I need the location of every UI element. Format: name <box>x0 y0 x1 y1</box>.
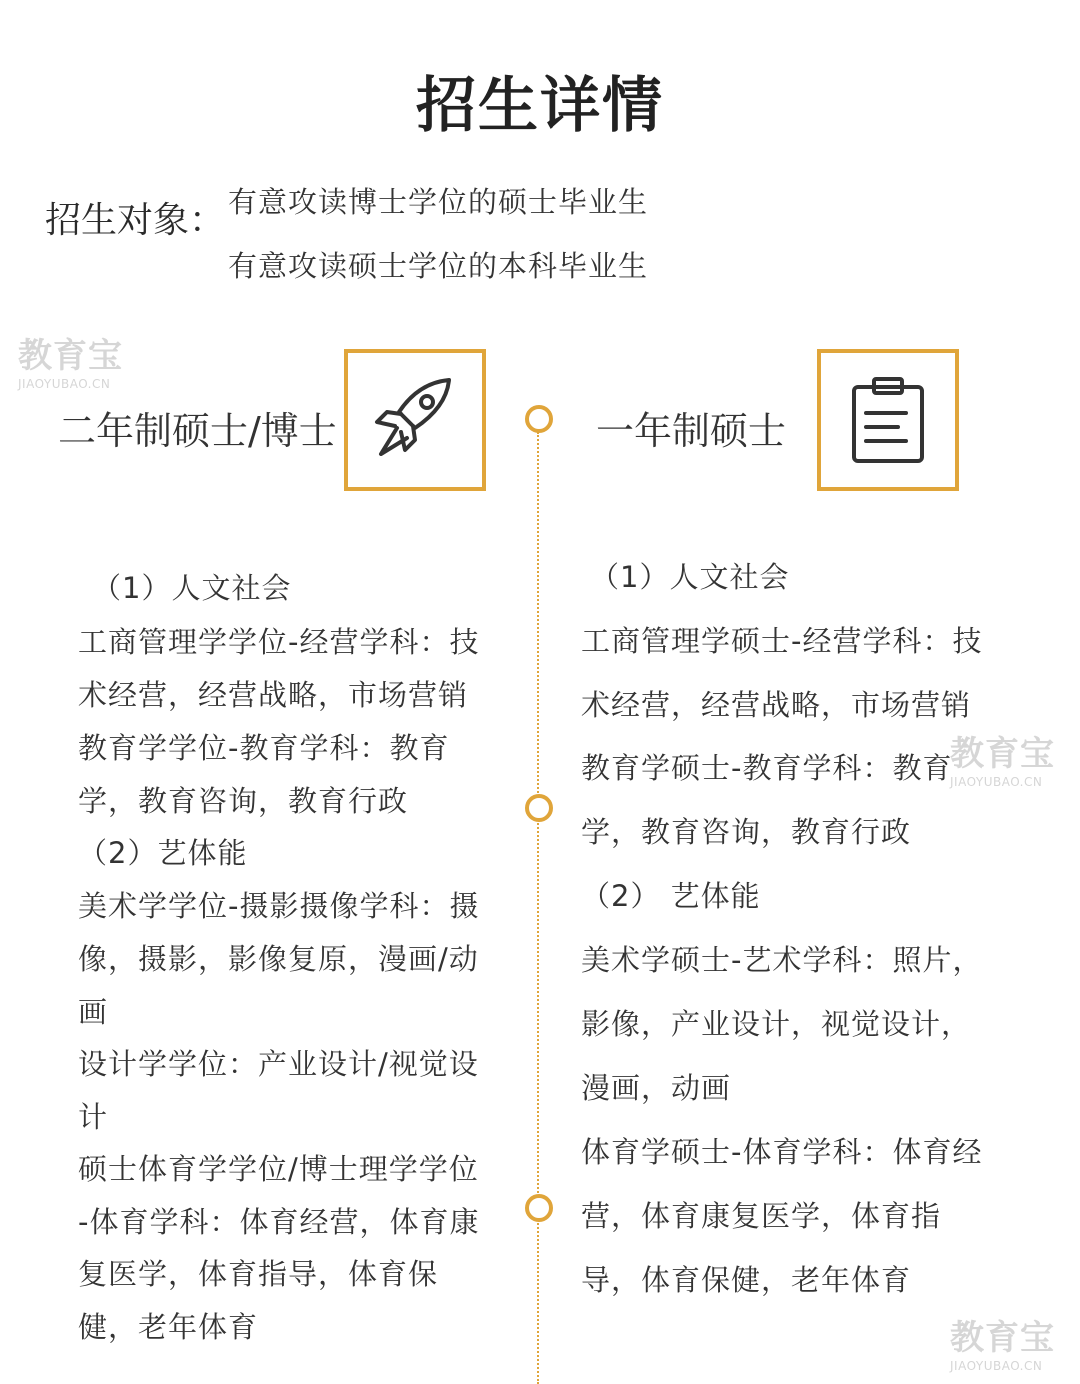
program-line: 教育学学位-教育学科：教育 <box>78 731 450 765</box>
program-line: 漫画，动画 <box>581 1071 732 1105</box>
target-label: 招生对象： <box>45 200 226 241</box>
two-year-program-title: 二年制硕士/博士 <box>58 409 337 453</box>
program-line: 导，体育保健，老年体育 <box>581 1263 912 1297</box>
program-line: 学，教育咨询，教育行政 <box>581 815 912 849</box>
watermark-subtext: JIAOYUBAO.CN <box>18 377 111 391</box>
program-line: 营，体育康复医学，体育指 <box>581 1199 942 1233</box>
program-line: 体育学硕士-体育学科：体育经 <box>581 1135 983 1169</box>
category-heading: （1）人文社会 <box>92 571 292 605</box>
program-line: 美术学学位-摄影摄像学科：摄 <box>78 889 480 923</box>
program-line: 影像，产业设计，视觉设计， <box>581 1007 972 1041</box>
program-line: 术经营，经营战略，市场营销 <box>581 688 972 722</box>
watermark-text: 教育宝 <box>950 1318 1055 1358</box>
page-title: 招生详情 <box>416 71 664 141</box>
watermark-text: 教育宝 <box>950 734 1055 774</box>
one-year-program-title: 一年制硕士 <box>596 409 787 453</box>
program-line: 健，老年体育 <box>78 1310 259 1344</box>
program-line: 硕士体育学学位/博士理学学位 <box>78 1152 479 1186</box>
program-line: 工商管理学学位-经营学科：技 <box>78 625 480 659</box>
program-line: 工商管理学硕士-经营学科：技 <box>581 624 983 658</box>
program-line: 学，教育咨询，教育行政 <box>78 784 409 818</box>
target-line: 有意攻读硕士学位的本科毕业生 <box>228 249 649 283</box>
program-line: 像，摄影，影像复原，漫画/动 <box>78 942 479 976</box>
watermark-text: 教育宝 <box>18 336 123 376</box>
watermark-subtext: JIAOYUBAO.CN <box>950 775 1043 789</box>
one-year-program-details <box>540 0 1080 1384</box>
category-heading: （2） 艺体能 <box>581 879 761 913</box>
program-line: 复医学，体育指导，体育保 <box>78 1257 439 1291</box>
program-line: 设计学学位：产业设计/视觉设 <box>78 1047 479 1081</box>
program-line: 计 <box>78 1100 109 1134</box>
target-line: 有意攻读博士学位的硕士毕业生 <box>228 185 649 219</box>
category-heading: （1）人文社会 <box>590 560 790 594</box>
program-line: 美术学硕士-艺术学科：照片， <box>581 943 983 977</box>
program-line: 教育学硕士-教育学科：教育 <box>581 751 953 785</box>
program-line: 画 <box>78 995 109 1029</box>
program-line: 术经营，经营战略，市场营销 <box>78 678 469 712</box>
category-heading: （2）艺体能 <box>78 836 248 870</box>
watermark-subtext: JIAOYUBAO.CN <box>950 1359 1043 1373</box>
program-line: -体育学科：体育经营，体育康 <box>78 1205 480 1239</box>
